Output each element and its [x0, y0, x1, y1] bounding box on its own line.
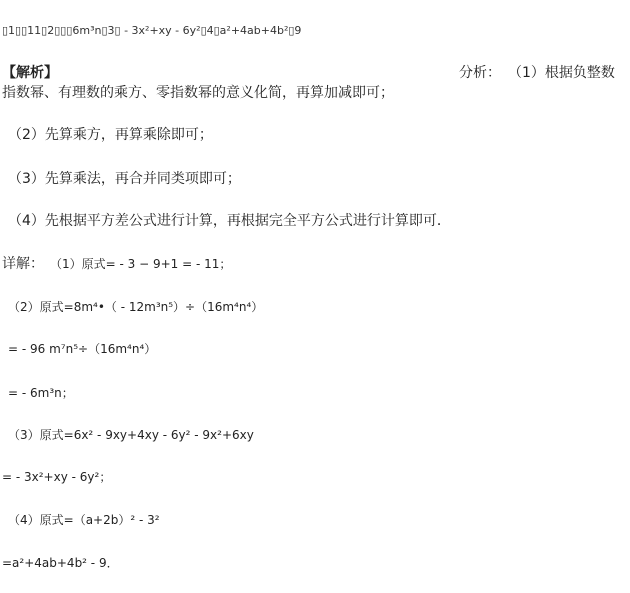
analysis-point-3: （3）先算乘法，再合并同类项即可；: [8, 171, 241, 187]
solution-step-3a: （3）原式=6x² - 9xy+4xy - 6y² - 9x²+6xy: [8, 428, 254, 442]
analysis-point-1-start: （1）根据负整数: [508, 65, 615, 81]
solution-step-3b: = - 3x²+xy - 6y²；: [2, 470, 112, 484]
analysis-label: 分析：: [459, 65, 501, 81]
analysis-tag: 【解析】: [2, 65, 58, 81]
solution-step-4a: （4）原式=（a+2b）² - 3²: [8, 513, 160, 527]
solution-step-2c: = - 6m³n；: [8, 386, 74, 400]
solution-step-1: （1）原式= - 3 − 9+1 = - 11；: [50, 257, 232, 271]
solution-step-4b: =a²+4ab+4b² - 9．: [2, 556, 119, 570]
solution-label: 详解：: [2, 256, 44, 272]
analysis-point-1-cont: 指数幂、有理数的乘方、零指数幂的意义化简，再算加减即可；: [2, 85, 394, 101]
analysis-point-2: （2）先算乘方，再算乘除即可；: [8, 127, 213, 143]
solution-step-2b: = - 96 m⁷n⁵÷（16m⁴n⁴）: [8, 342, 157, 356]
header-answer-line: ▯1▯▯11▯2▯▯▯6m³n▯3▯ - 3x²+xy - 6y²▯4▯a²+4ab+4b²▯9: [2, 24, 302, 37]
solution-step-2a: （2）原式=8m⁴•（ - 12m³n⁵）÷（16m⁴n⁴）: [8, 300, 264, 314]
analysis-point-4: （4）先根据平方差公式进行计算，再根据完全平方公式进行计算即可．: [8, 213, 451, 229]
